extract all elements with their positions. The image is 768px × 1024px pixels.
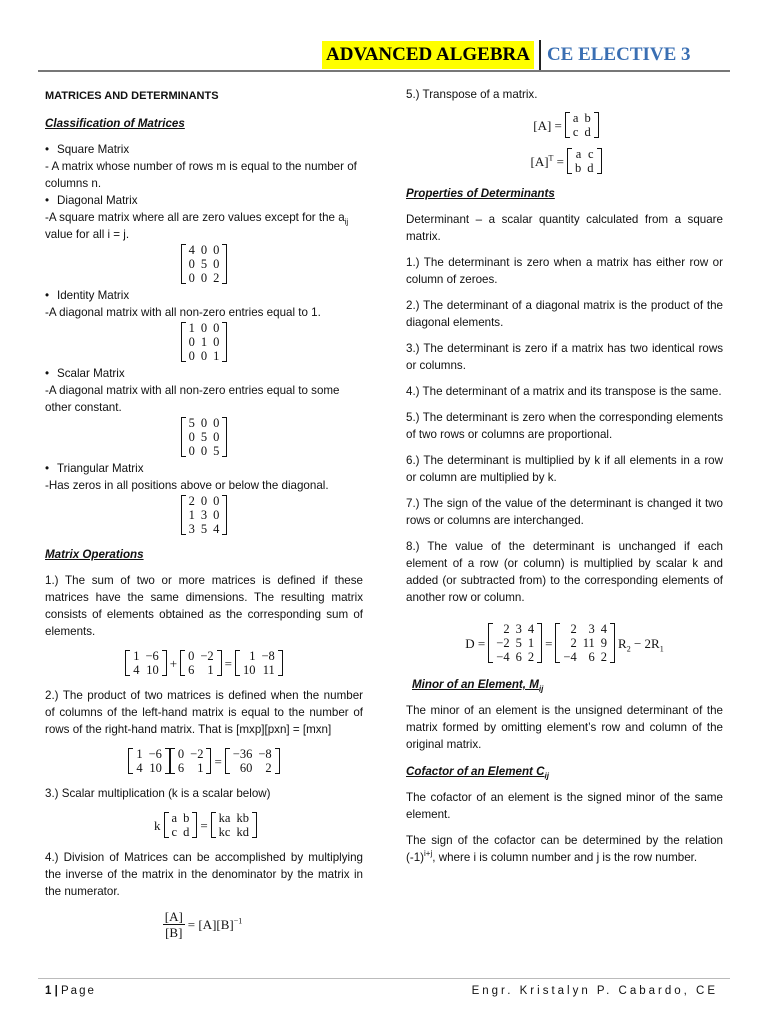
matrix-cell: 0 <box>188 649 195 663</box>
matrix-cell: 1 <box>188 321 195 335</box>
matrix-cell: 1 <box>133 649 140 663</box>
matrix-cell: 5 <box>188 416 195 430</box>
matrix-cell: 1 <box>527 636 535 650</box>
matrix-cell: 0 <box>188 430 195 444</box>
matrix-cell: c <box>171 825 178 839</box>
matrix-cell: −4 <box>563 650 577 664</box>
matrix-cell: 2 <box>527 650 535 664</box>
matrix-cell: 0 <box>213 494 220 508</box>
scalar-eq-matrix <box>164 811 198 839</box>
matrix-cell: 0 <box>213 416 220 430</box>
scalar-matrix <box>181 416 228 458</box>
operation-product-text: 2.) The product of two matrices is defined when the number of columns of the left-hand matrix is equal to the number of rows of the right-hand matrix. That is [mxp][pxn] = [mxn] <box>45 689 363 736</box>
matrix-cell: 0 <box>188 271 195 285</box>
transpose-matrix-at <box>567 147 602 175</box>
header-rule <box>38 70 730 72</box>
matrix-cell: −2 <box>190 747 204 761</box>
section-heading: MATRICES AND DETERMINANTS <box>45 90 219 102</box>
matrix-cell: 2 <box>213 271 220 285</box>
square-matrix-title: • Square Matrix <box>45 141 363 158</box>
cofactor-text: The cofactor of an element is the signed minor of the same element. <box>406 791 723 821</box>
matrix-cell: 2 <box>265 761 272 775</box>
matrix-cell: −36 <box>232 747 253 761</box>
matrix-cell: 0 <box>200 494 208 508</box>
matrix-cell: 0 <box>188 444 195 458</box>
property-2: 2.) The determinant of a diagonal matrix is the product of the diagonal elements. <box>406 299 723 329</box>
left-column <box>45 86 363 950</box>
scalar-matrix-title: • Scalar Matrix <box>45 365 363 382</box>
scalar-matrix-item <box>45 365 363 458</box>
minor-text: The minor of an element is the unsigned determinant of the matrix formed by omitting element’s row and column of the original matrix. <box>406 704 723 751</box>
identity-matrix <box>181 321 228 363</box>
matrix-cell: 2 <box>600 650 608 664</box>
matrix-cell: 0 <box>177 747 185 761</box>
determinant-matrix-a <box>488 622 542 664</box>
matrix-cell: 5 <box>515 636 522 650</box>
matrix-cell: 0 <box>188 335 195 349</box>
matrix-cell: 9 <box>600 636 608 650</box>
matrix-cell: a <box>572 111 579 125</box>
matrix-cell: −6 <box>145 649 159 663</box>
matrix-cell: 10 <box>146 663 159 677</box>
document-subtitle: CE ELECTIVE 3 <box>546 44 691 65</box>
matrix-cell: 0 <box>213 335 220 349</box>
division-equation: $\frac{[A]}{[B]}$ = $[A][B]^{-1}$ <box>164 909 243 940</box>
document-title: ADVANCED ALGEBRA <box>322 41 534 69</box>
property-5: 5.) The determinant is zero when the corresponding elements of two rows or columns are proportional. <box>406 411 723 441</box>
matrix-cell: 4 <box>600 622 608 636</box>
matrix-cell: 4 <box>133 663 140 677</box>
author-credit: Engr. Kristalyn P. Cabardo, CE <box>471 985 718 997</box>
property-1: 1.) The determinant is zero when a matrix has either row or column of zeroes. <box>406 256 723 286</box>
triangular-matrix-item <box>45 460 363 536</box>
matrix-cell: 1 <box>188 508 195 522</box>
matrix-cell: 6 <box>188 663 195 677</box>
matrix-cell: 1 <box>207 663 214 677</box>
page-number: 1 | Page <box>45 985 96 997</box>
property-6: 6.) The determinant is multiplied by k if all elements in a row or column are multiplied by k. <box>406 454 723 484</box>
sum-equation: 1 −6 4 10 + 0 −2 6 1 = 1 −8 10 11 <box>45 649 363 677</box>
sum-matrix-result <box>235 649 283 677</box>
operation-division-text: 4.) Division of Matrices can be accomplished by multiplying the inverse of the matrix in the denominator by the matrix in the numerator. <box>45 851 363 898</box>
matrix-cell: 1 <box>200 335 208 349</box>
matrix-cell: 6 <box>588 650 595 664</box>
matrix-cell: 0 <box>200 349 208 363</box>
triangular-matrix-desc: -Has zeros in all positions above or below the diagonal. <box>45 479 329 492</box>
footer-rule <box>38 978 730 979</box>
matrix-cell: b <box>584 111 591 125</box>
matrix-cell: 10 <box>243 663 256 677</box>
square-matrix-item <box>45 141 363 192</box>
transpose-equation-at: $[A]^T$ = a c b d <box>406 147 723 175</box>
minor-heading: Minor of an Element, $M_{ij}$ <box>412 678 544 694</box>
triangular-matrix-title: • Triangular Matrix <box>45 460 363 477</box>
matrix-cell: 3 <box>515 622 522 636</box>
diagonal-matrix <box>181 243 228 285</box>
matrix-cell: 4 <box>136 761 143 775</box>
matrix-cell: c <box>572 125 579 139</box>
scalar-matrix-desc: -A diagonal matrix with all non-zero entries equal to some other constant. <box>45 384 340 414</box>
matrix-cell: −4 <box>496 650 510 664</box>
matrix-cell: kd <box>236 825 249 839</box>
diagonal-matrix-desc: -A square matrix where all are zero values except for the $a_{ij}$ value for all i = j. <box>45 211 349 241</box>
cofactor-sign-text: The sign of the cofactor can be determined by the relation $(-1)^{i+j}$, where i is column number and j is the row number. <box>406 834 723 864</box>
matrix-cell: 5 <box>213 444 220 458</box>
product-matrix-result <box>225 747 280 775</box>
matrix-cell: 1 <box>249 649 256 663</box>
matrix-cell: 0 <box>213 508 220 522</box>
product-matrix-a <box>128 747 170 775</box>
determinant-matrix-b <box>555 622 615 664</box>
matrix-cell: d <box>587 161 594 175</box>
matrix-cell: b <box>575 161 582 175</box>
matrix-cell: c <box>587 147 594 161</box>
matrix-cell: 3 <box>200 508 208 522</box>
matrix-cell: 4 <box>527 622 535 636</box>
cofactor-heading: Cofactor of an Element $C_{ij}$ <box>406 765 549 781</box>
matrix-cell: 0 <box>200 444 208 458</box>
classification-heading: Classification of Matrices <box>45 117 185 130</box>
diagonal-matrix-item <box>45 192 363 285</box>
matrix-cell: 0 <box>200 321 208 335</box>
matrix-cell: 1 <box>213 349 220 363</box>
matrix-cell: −6 <box>148 747 162 761</box>
matrix-cell: 5 <box>200 430 208 444</box>
matrix-cell: 0 <box>200 271 208 285</box>
matrix-cell: a <box>171 811 178 825</box>
product-matrix-b <box>170 747 212 775</box>
property-3: 3.) The determinant is zero if a matrix has two identical rows or columns. <box>406 342 723 372</box>
product-equation: 1 −6 4 10 0 −2 6 1 = −36 −8 60 2 <box>45 747 363 775</box>
matrix-cell: 5 <box>200 257 208 271</box>
property-7: 7.) The sign of the value of the determinant is changed it two rows or columns are interchanged. <box>406 497 723 527</box>
determinant-equation: D = 2 3 4 −2 5 1 −4 6 2 = 2 3 4 2 11 9 −4 6 2 $R_2 - 2R_1$ <box>465 622 664 664</box>
matrix-cell: 0 <box>213 243 220 257</box>
matrix-cell: 0 <box>213 257 220 271</box>
matrix-cell: 4 <box>188 243 195 257</box>
transpose-matrix-a <box>565 111 599 139</box>
matrix-cell: 2 <box>570 636 577 650</box>
matrix-cell: 11 <box>262 663 275 677</box>
scalar-equation: k a b c d = ka kb kc kd <box>45 811 363 839</box>
determinant-intro: Determinant – a scalar quantity calculated from a square matrix. <box>406 213 723 243</box>
transpose-equation-a: [A] = a b c d <box>406 111 723 139</box>
transpose-text: 5.) Transpose of a matrix. <box>406 88 538 101</box>
matrix-cell: −2 <box>200 649 214 663</box>
operation-scalar-text: 3.) Scalar multiplication (k is a scalar below) <box>45 787 271 800</box>
matrix-cell: ka <box>218 811 231 825</box>
matrix-cell: 3 <box>588 622 595 636</box>
matrix-cell: 60 <box>239 761 253 775</box>
matrix-cell: 1 <box>197 761 204 775</box>
scalar-eq-result <box>211 811 257 839</box>
matrix-cell: kc <box>218 825 231 839</box>
matrix-cell: −8 <box>261 649 275 663</box>
matrix-cell: 3 <box>188 522 195 536</box>
identity-matrix-title: • Identity Matrix <box>45 287 363 304</box>
matrix-cell: 1 <box>136 747 143 761</box>
matrix-cell: kb <box>236 811 249 825</box>
matrix-cell: 0 <box>200 243 208 257</box>
square-matrix-desc: - A matrix whose number of rows m is equal to the number of columns n. <box>45 160 357 190</box>
operation-sum-text: 1.) The sum of two or more matrices is defined if these matrices have the same dimensions. The resulting matrix consists of elements obtained as the corresponding sum of elements. <box>45 574 363 638</box>
diagonal-matrix-title: • Diagonal Matrix <box>45 192 363 209</box>
properties-heading: Properties of Determinants <box>406 187 555 200</box>
identity-matrix-desc: -A diagonal matrix with all non-zero entries equal to 1. <box>45 306 321 319</box>
matrix-cell: −2 <box>496 636 510 650</box>
matrix-cell: 2 <box>188 494 195 508</box>
matrix-cell: 0 <box>200 416 208 430</box>
right-column <box>406 86 723 875</box>
matrix-cell: 11 <box>582 636 595 650</box>
matrix-cell: 10 <box>149 761 162 775</box>
matrix-cell: 4 <box>213 522 220 536</box>
matrix-cell: 0 <box>188 349 195 363</box>
matrix-cell: 0 <box>213 321 220 335</box>
sum-matrix-b <box>180 649 222 677</box>
matrix-cell: −8 <box>258 747 272 761</box>
matrix-cell: a <box>575 147 582 161</box>
matrix-cell: 2 <box>570 622 577 636</box>
identity-matrix-item <box>45 287 363 363</box>
matrix-cell: 2 <box>503 622 510 636</box>
matrix-cell: b <box>183 811 190 825</box>
row-operation: $R_2 - 2R_1$ <box>618 635 664 654</box>
matrix-cell: 6 <box>515 650 522 664</box>
property-4: 4.) The determinant of a matrix and its transpose is the same. <box>406 385 722 398</box>
property-8: 8.) The value of the determinant is unchanged if each element of a row (or column) is multiplied by scalar k and added (or subtracted from) to the corresponding elements of another row or column. <box>406 540 723 604</box>
page-header <box>322 40 691 70</box>
matrix-cell: 0 <box>213 430 220 444</box>
matrix-cell: 5 <box>200 522 208 536</box>
matrix-cell: d <box>584 125 591 139</box>
sum-matrix-a <box>125 649 167 677</box>
matrix-cell: 6 <box>177 761 185 775</box>
triangular-matrix <box>181 494 228 536</box>
header-separator <box>539 40 541 70</box>
matrix-cell: 0 <box>188 257 195 271</box>
operations-heading: Matrix Operations <box>45 548 144 561</box>
matrix-cell: d <box>183 825 190 839</box>
